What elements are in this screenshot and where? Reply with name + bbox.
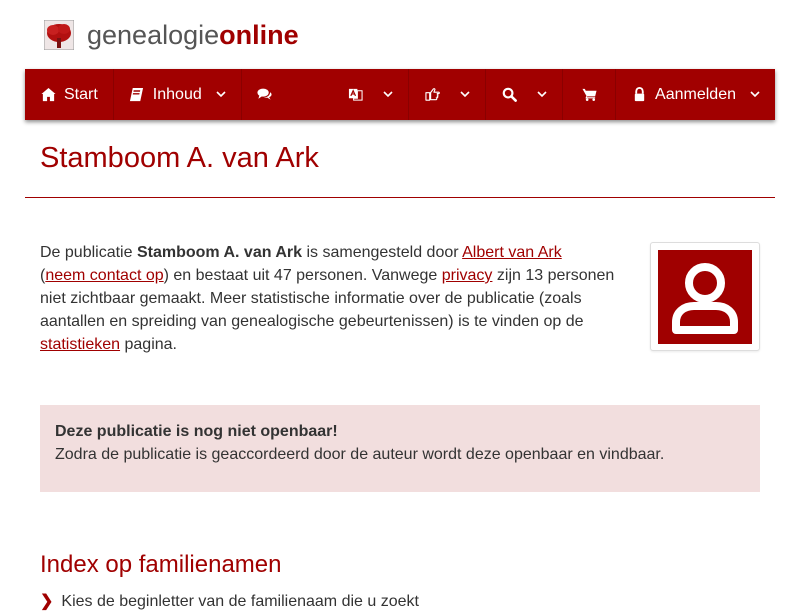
nav-login-label: Aanmelden bbox=[655, 85, 736, 103]
alert-title: Deze publicatie is nog niet openbaar! bbox=[55, 423, 338, 440]
publication-name: Stamboom A. van Ark bbox=[136, 244, 303, 261]
nav-spacer bbox=[288, 69, 332, 120]
publication-intro bbox=[40, 241, 625, 356]
status-alert bbox=[40, 405, 760, 492]
nav-login[interactable] bbox=[615, 69, 775, 120]
brand-name bbox=[87, 20, 299, 50]
intro-text: zijn 13 personen niet zichtbaar gemaakt. Meer statistische informatie over de publicatie (zoals aantallen en spreiding van genealogische gebeurtenissen) is te vinden op de bbox=[40, 267, 615, 330]
chevron-down-icon bbox=[460, 91, 470, 98]
brand-name-part2: online bbox=[219, 20, 299, 50]
title-divider bbox=[25, 197, 775, 198]
nav-language[interactable] bbox=[332, 69, 408, 120]
alert-text: Zodra de publicatie is geaccordeerd door de auteur wordt deze openbaar en vindbaar. bbox=[55, 446, 665, 463]
main-navigation bbox=[25, 69, 775, 120]
lock-icon bbox=[631, 87, 647, 103]
chevron-down-icon bbox=[537, 91, 547, 98]
intro-text: De publicatie bbox=[40, 244, 137, 261]
nav-start[interactable] bbox=[25, 69, 113, 120]
nav-search[interactable] bbox=[485, 69, 562, 120]
page-title: Stamboom A. van Ark bbox=[40, 142, 319, 174]
comments-icon bbox=[257, 87, 273, 103]
author-link[interactable]: Albert van Ark bbox=[462, 244, 562, 261]
cart-icon bbox=[581, 87, 597, 103]
intro-text: ) en bestaat uit 47 personen. Vanwege bbox=[163, 267, 442, 284]
nav-inhoud-label: Inhoud bbox=[152, 85, 202, 103]
nav-start-label: Start bbox=[64, 85, 98, 103]
nav-share[interactable] bbox=[408, 69, 485, 120]
intro-text: pagina. bbox=[120, 336, 177, 353]
search-icon bbox=[501, 87, 517, 103]
chevron-down-icon bbox=[750, 91, 760, 98]
tree-logo-icon bbox=[44, 20, 74, 50]
intro-text: is samengesteld door bbox=[302, 244, 463, 261]
privacy-link[interactable]: privacy bbox=[441, 267, 493, 284]
book-icon bbox=[129, 87, 145, 103]
brand-name-part1: genealogie bbox=[87, 20, 220, 50]
chevron-down-icon bbox=[383, 91, 393, 98]
avatar bbox=[658, 250, 752, 344]
user-icon bbox=[658, 250, 752, 344]
index-instruction bbox=[40, 591, 419, 613]
translate-icon bbox=[347, 87, 363, 103]
nav-shop[interactable] bbox=[562, 69, 615, 120]
statistics-link[interactable]: statistieken bbox=[40, 336, 121, 353]
index-heading: Index op familienamen bbox=[40, 551, 282, 578]
site-logo[interactable] bbox=[44, 20, 299, 50]
author-avatar-card[interactable] bbox=[650, 242, 760, 351]
chevron-right-icon: ❯ bbox=[40, 593, 54, 610]
chevron-down-icon bbox=[216, 91, 226, 98]
nav-inhoud[interactable] bbox=[113, 69, 241, 120]
index-instruction-text: Kies de beginletter van de familienaam die u zoekt bbox=[61, 593, 419, 610]
home-icon bbox=[40, 87, 56, 103]
hand-pointing-icon bbox=[424, 87, 440, 103]
intro-text: ( bbox=[40, 267, 46, 284]
nav-forum[interactable] bbox=[241, 69, 288, 120]
contact-link[interactable]: neem contact op bbox=[45, 267, 164, 284]
